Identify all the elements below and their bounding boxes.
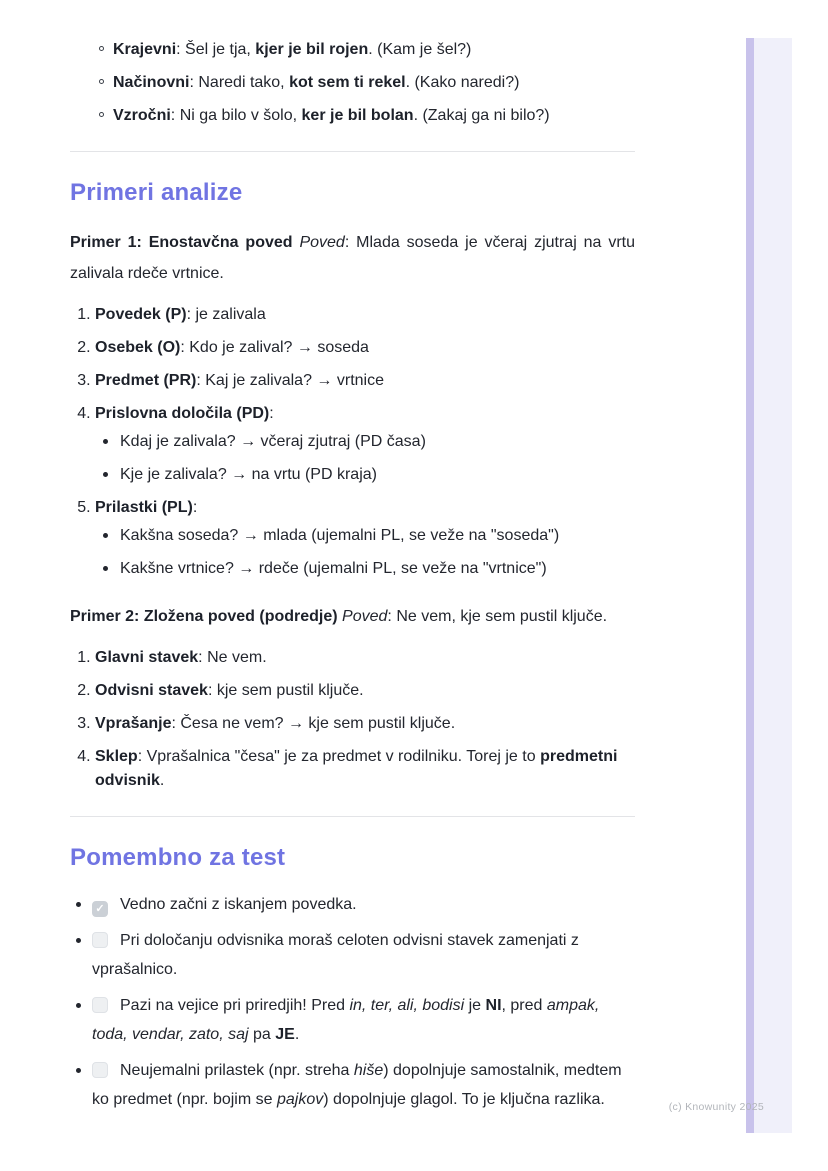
- document-content: [70, 38, 635, 1121]
- section-title-examples: Primeri analize: [70, 179, 243, 206]
- step-text: Osebek (O): Kdo je zalival? → soseda: [95, 339, 369, 356]
- step-item: [95, 745, 635, 793]
- disc-bullet-icon: [103, 439, 108, 444]
- disc-bullet-icon: [76, 1068, 81, 1073]
- sub-item: [95, 463, 635, 487]
- step-text: Predmet (PR): Kaj je zalivala? → vrtnice: [95, 372, 384, 389]
- scrollbar-track: [754, 38, 792, 1133]
- test-checklist: [70, 890, 635, 1114]
- step-text: Prilastki (PL):: [95, 499, 198, 516]
- step-text: Prislovna določila (PD):: [95, 405, 274, 422]
- circle-bullet-icon: [99, 46, 104, 51]
- disc-bullet-icon: [76, 938, 81, 943]
- list-item: [70, 38, 635, 62]
- disc-bullet-icon: [76, 902, 81, 907]
- section-divider: [70, 151, 635, 152]
- disc-bullet-icon: [103, 566, 108, 571]
- checkbox[interactable]: [92, 901, 108, 917]
- step-text: Odvisni stavek: kje sem pustil ključe.: [95, 682, 364, 699]
- checkbox[interactable]: [92, 932, 108, 948]
- checklist-item-text: Neujemalni prilastek (npr. streha hiše) dopolnjuje samostalnik, medtem ko predmet (npr. bojim se pajkov) dopolnjuje glagol. To je ključna razlika.: [92, 1062, 622, 1108]
- disc-bullet-icon: [76, 1003, 81, 1008]
- step-item: [95, 369, 635, 393]
- step-text: Povedek (P): je zalivala: [95, 306, 266, 323]
- circle-bullet-icon: [99, 79, 104, 84]
- sub-item-text: Kakšne vrtnice? → rdeče (ujemalni PL, se veže na "vrtnice"): [120, 560, 547, 577]
- example2-steps: [70, 646, 635, 793]
- list-item-text: Načinovni: Naredi tako, kot sem ti rekel. (Kako naredi?): [113, 74, 520, 91]
- step-text: Sklep: Vprašalnica "česa" je za predmet v rodilniku. Torej je to predmetni odvisnik.: [95, 748, 618, 789]
- step-item: [95, 496, 635, 581]
- disc-bullet-icon: [103, 472, 108, 477]
- scrollbar-thumb[interactable]: [746, 38, 754, 1133]
- list-item-text: Krajevni: Šel je tja, kjer je bil rojen. (Kam je šel?): [113, 41, 472, 58]
- step-item: [95, 712, 635, 736]
- sub-list: [95, 430, 635, 487]
- sub-item: [95, 430, 635, 454]
- sub-item-text: Kdaj je zalivala? → včeraj zjutraj (PD časa): [120, 433, 426, 450]
- sub-item-text: Kje je zalivala? → na vrtu (PD kraja): [120, 466, 377, 483]
- list-item: [70, 104, 635, 128]
- list-item: [70, 71, 635, 95]
- checklist-item-text: Pazi na vejice pri priredjih! Pred in, ter, ali, bodisi je NI, pred ampak, toda, vendar, zato, saj pa JE.: [92, 997, 600, 1043]
- step-text: Vprašanje: Česa ne vem? → kje sem pustil ključe.: [95, 715, 456, 732]
- checkbox[interactable]: [92, 997, 108, 1013]
- example1-steps: [70, 303, 635, 581]
- checklist-item: [70, 1056, 635, 1114]
- checklist-item: [70, 991, 635, 1049]
- checklist-item-text: Vedno začni z iskanjem povedka.: [120, 896, 357, 913]
- check-icon: ✓: [95, 903, 105, 915]
- section-divider: [70, 816, 635, 817]
- disc-bullet-icon: [103, 533, 108, 538]
- step-item: [95, 336, 635, 360]
- checklist-item-text: Pri določanju odvisnika moraš celoten odvisni stavek zamenjati z vprašalnico.: [92, 932, 579, 978]
- checklist-item: [70, 890, 635, 919]
- step-item: [95, 679, 635, 703]
- example1-intro: Primer 1: Enostavčna poved Poved: Mlada soseda je včeraj zjutraj na vrtu zalivala rdeče vrtnice.: [70, 234, 636, 282]
- footer-credit: (c) Knowunity 2025: [668, 1101, 764, 1113]
- sub-item: [95, 557, 635, 581]
- step-item: [95, 646, 635, 670]
- step-item: [95, 303, 635, 327]
- section-title-test: Pomembno za test: [70, 844, 286, 871]
- example2-intro: Primer 2: Zložena poved (podredje) Poved: Ne vem, kje sem pustil ključe.: [70, 608, 608, 625]
- sub-item: [95, 524, 635, 548]
- checklist-item: [70, 926, 635, 984]
- sub-item-text: Kakšna soseda? → mlada (ujemalni PL, se veže na "soseda"): [120, 527, 560, 544]
- step-item: [95, 402, 635, 487]
- sub-list: [95, 524, 635, 581]
- checkbox[interactable]: [92, 1062, 108, 1078]
- circle-bullet-icon: [99, 112, 104, 117]
- list-item-text: Vzročni: Ni ga bilo v šolo, ker je bil bolan. (Zakaj ga ni bilo?): [113, 107, 550, 124]
- adverbial-clause-list: [70, 38, 635, 128]
- step-text: Glavni stavek: Ne vem.: [95, 649, 267, 666]
